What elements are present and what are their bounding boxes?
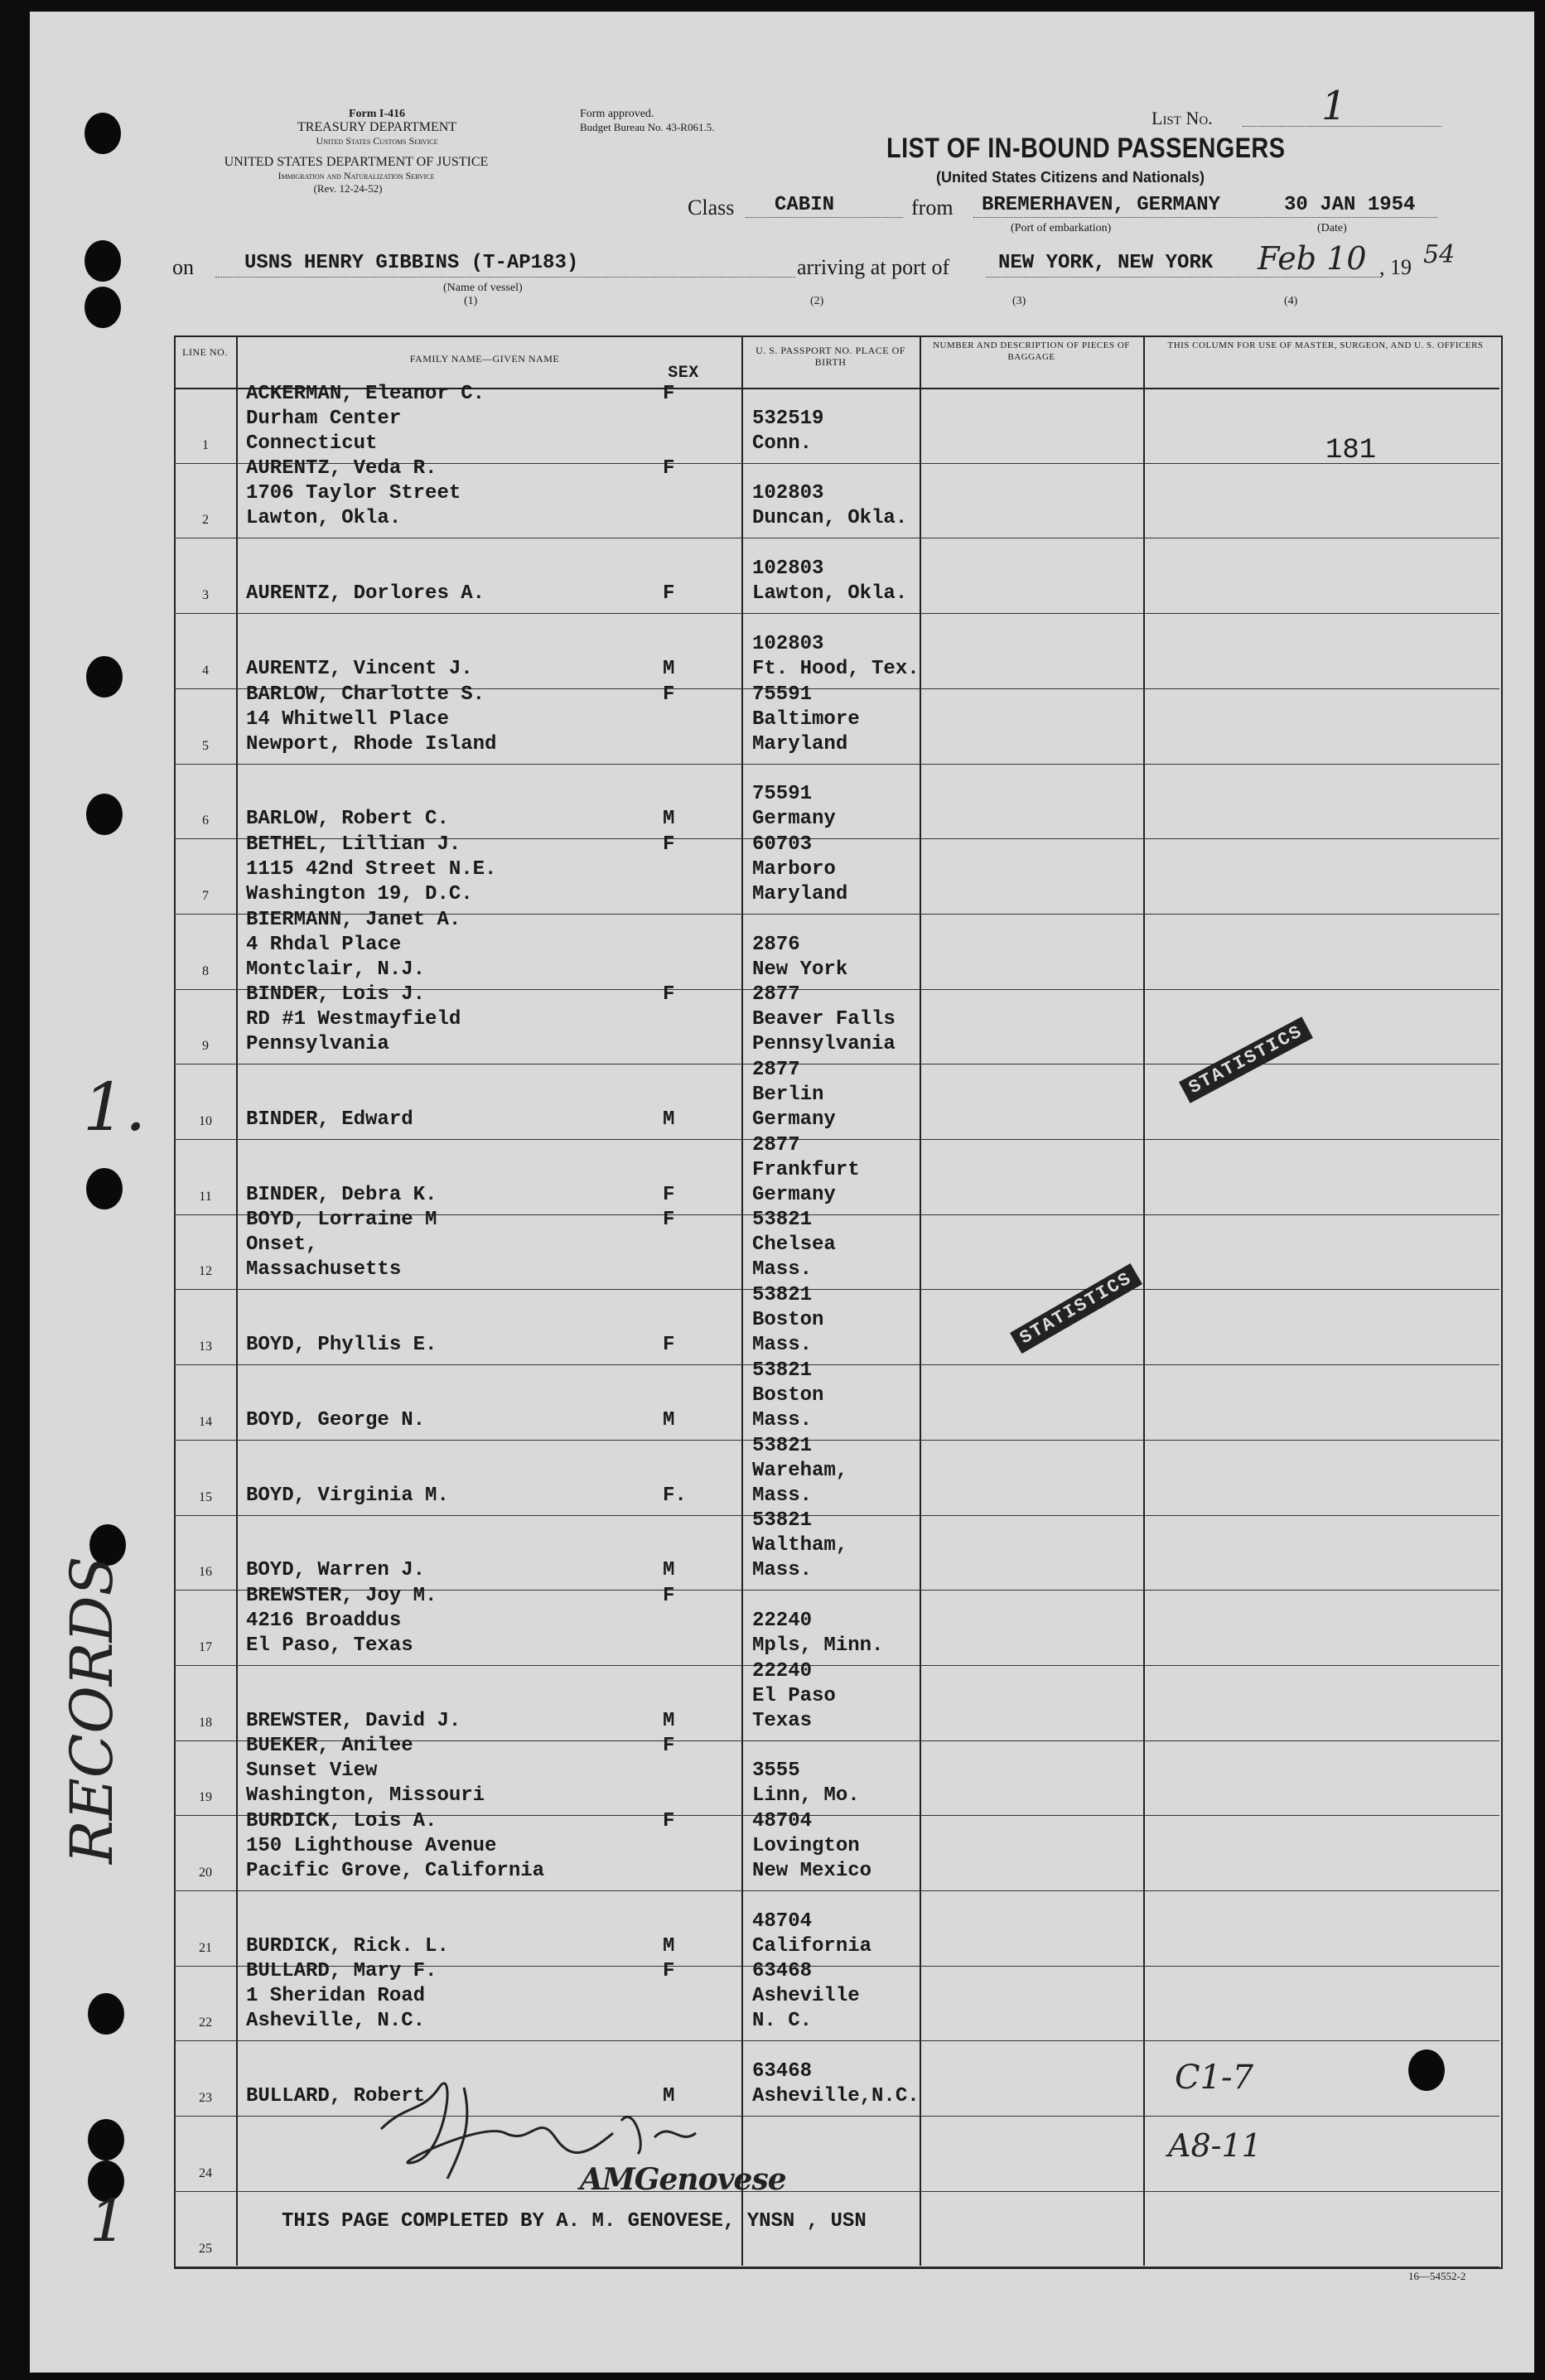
- col-divider: [741, 336, 743, 2266]
- line-number: 1: [202, 437, 209, 452]
- passport-number: 53821: [752, 1284, 813, 1307]
- line-number: 4: [202, 663, 209, 678]
- line-number: 25: [199, 2241, 212, 2256]
- arrival-date-handwritten: Feb 10: [1258, 240, 1367, 277]
- passenger-name: BINDER, Debra K.: [246, 1183, 437, 1206]
- passenger-name: BARLOW, Robert C.: [246, 808, 449, 831]
- passenger-sex: F: [663, 382, 675, 405]
- place-of-birth: Chelsea: [752, 1233, 836, 1257]
- passenger-address: Washington 19, D.C.: [246, 882, 473, 905]
- passenger-address: Newport, Rhode Island: [246, 732, 497, 756]
- passenger-name: BOYD, Phyllis E.: [246, 1334, 437, 1357]
- line-number: 20: [199, 1866, 212, 1880]
- ins-service: Immigration and Naturalization Service: [278, 170, 435, 181]
- passenger-name: BIERMANN, Janet A.: [246, 908, 461, 931]
- passport-number: 53821: [752, 1359, 813, 1382]
- from-date: 30 JAN 1954: [1284, 194, 1416, 216]
- passenger-name: BURDICK, Lois A.: [246, 1810, 437, 1832]
- passenger-address: RD #1 Westmayfield: [246, 1008, 461, 1031]
- passport-number: 48704: [752, 1909, 813, 1933]
- place-of-birth: Mass.: [752, 1334, 813, 1357]
- col-divider: [236, 336, 238, 2266]
- passenger-address: 14 Whitwell Place: [246, 707, 449, 731]
- passport-number: 2877: [752, 983, 800, 1007]
- passenger-address: Pennsylvania: [246, 1033, 389, 1056]
- arriving-label: arriving at port of: [797, 255, 950, 279]
- col-header-baggage: NUMBER AND DESCRIPTION OF PIECES OF BAGGAGE: [933, 340, 1130, 362]
- page-subtitle: (United States Citizens and Nationals): [936, 169, 1205, 186]
- place-of-birth: Duncan, Okla.: [752, 507, 908, 530]
- place-of-birth: Waltham,: [752, 1534, 848, 1557]
- place-of-birth: Frankfurt: [752, 1158, 860, 1181]
- line-number: 7: [202, 888, 209, 903]
- binder-hole: [88, 1993, 124, 2035]
- passenger-sex: M: [663, 1709, 675, 1732]
- on-label: on: [172, 255, 194, 279]
- place-of-birth: Maryland: [752, 732, 848, 756]
- vessel-caption: (Name of vessel): [443, 282, 523, 294]
- passenger-name: BREWSTER, David J.: [246, 1709, 461, 1732]
- passenger-address: 4 Rhdal Place: [246, 933, 402, 956]
- from-label: from: [911, 196, 954, 220]
- arrival-line: [986, 277, 1379, 278]
- place-of-birth: Germany: [752, 808, 836, 831]
- line-number: 11: [199, 1189, 212, 1204]
- line-number: 16: [199, 1565, 212, 1580]
- place-of-birth: Boston: [752, 1383, 824, 1407]
- form-approved: Form approved.: [580, 108, 654, 120]
- passport-number: 53821: [752, 1434, 813, 1457]
- passenger-address: 1706 Taylor Street: [246, 482, 461, 505]
- passenger-sex: F: [663, 1735, 675, 1758]
- passport-number: 102803: [752, 482, 824, 505]
- passenger-name: BOYD, Warren J.: [246, 1559, 426, 1582]
- passenger-sex: F.: [663, 1484, 687, 1507]
- place-of-birth: Pennsylvania: [752, 1033, 896, 1056]
- passenger-address: Washington, Missouri: [246, 1784, 485, 1808]
- arrival-port: NEW YORK, NEW YORK: [998, 252, 1214, 274]
- passenger-name: BULLARD, Mary F.: [246, 1960, 437, 1983]
- margin-handwritten-one: 1.: [83, 1069, 147, 1146]
- place-of-birth: Lawton, Okla.: [752, 582, 908, 606]
- vessel-name: USNS HENRY GIBBINS (T-AP183): [244, 252, 579, 274]
- passenger-sex: M: [663, 808, 675, 831]
- passenger-sex: F: [663, 1584, 675, 1607]
- place-of-birth: N. C.: [752, 2010, 813, 2033]
- place-of-birth: New Mexico: [752, 1860, 872, 1882]
- passenger-name: BURDICK, Rick. L.: [246, 1934, 449, 1958]
- place-of-birth: Asheville,N.C.: [752, 2085, 920, 2108]
- passenger-sex: F: [663, 1183, 675, 1206]
- passenger-sex: F: [663, 1334, 675, 1357]
- caption-4: (4): [1284, 295, 1298, 307]
- binder-hole: [84, 113, 121, 154]
- from-port: BREMERHAVEN, GERMANY: [982, 194, 1221, 216]
- passport-number: 53821: [752, 1209, 813, 1232]
- row-divider: [174, 1665, 1499, 1666]
- passport-number: 48704: [752, 1810, 813, 1832]
- caption-3: (3): [1012, 295, 1026, 307]
- passenger-address: Onset,: [246, 1233, 318, 1257]
- passport-number: 53821: [752, 1509, 813, 1533]
- passenger-name: BREWSTER, Joy M.: [246, 1584, 437, 1607]
- class-value: CABIN: [775, 194, 835, 216]
- place-of-birth: Conn.: [752, 432, 813, 455]
- passenger-name: BARLOW, Charlotte S.: [246, 683, 485, 706]
- place-of-birth: Linn, Mo.: [752, 1784, 860, 1808]
- line-number: 9: [202, 1039, 209, 1054]
- class-line: [746, 217, 903, 218]
- handwritten-code-2: A8-11: [1168, 2127, 1262, 2164]
- place-of-birth: Berlin: [752, 1084, 824, 1106]
- passenger-sex: M: [663, 1408, 675, 1431]
- passport-number: 532519: [752, 407, 824, 430]
- passenger-count: 181: [1325, 435, 1377, 466]
- customs-service: United States Customs Service: [316, 135, 438, 147]
- line-number: 17: [199, 1639, 212, 1654]
- passenger-name: AURENTZ, Veda R.: [246, 457, 437, 480]
- passenger-sex: F: [663, 683, 675, 706]
- binder-hole: [86, 1168, 123, 1209]
- line-number: 2: [202, 513, 209, 528]
- place-of-birth: Baltimore: [752, 707, 860, 731]
- line-number: 15: [199, 1489, 212, 1504]
- page-title: LIST OF IN-BOUND PASSENGERS: [886, 133, 1286, 164]
- place-of-birth: Asheville: [752, 1985, 860, 2008]
- passenger-name: BINDER, Lois J.: [246, 983, 426, 1007]
- statistics-stamp: STATISTICS: [1179, 1016, 1313, 1103]
- line-number: 13: [199, 1340, 212, 1354]
- place-of-birth: California: [752, 1934, 872, 1958]
- line-number: 24: [199, 2165, 212, 2180]
- passenger-sex: M: [663, 1559, 675, 1582]
- place-of-birth: Maryland: [752, 882, 848, 905]
- passport-number: 3555: [752, 1760, 800, 1783]
- binder-hole: [86, 656, 123, 698]
- passport-number: 60703: [752, 833, 813, 856]
- passenger-name: ACKERMAN, Eleanor C.: [246, 382, 485, 405]
- line-number: 10: [199, 1114, 212, 1128]
- col-header-line-no: LINE NO.: [182, 346, 228, 358]
- passenger-name: BINDER, Edward: [246, 1108, 413, 1131]
- row-divider: [174, 613, 1499, 614]
- passenger-address: Pacific Grove, California: [246, 1860, 545, 1882]
- place-of-birth: Wareham,: [752, 1459, 848, 1482]
- binder-hole: [86, 794, 123, 835]
- caption-2: (2): [810, 295, 824, 307]
- date-caption: (Date): [1317, 222, 1347, 234]
- row-divider: [174, 2191, 1499, 2192]
- line-number: 23: [199, 2091, 212, 2106]
- line-number: 8: [202, 963, 209, 978]
- passenger-sex: M: [663, 2085, 675, 2108]
- place-of-birth: Mass.: [752, 1258, 813, 1282]
- margin-handwritten-one-bottom: 1: [89, 2187, 127, 2255]
- passport-number: 2877: [752, 1133, 800, 1156]
- place-of-birth: New York: [752, 958, 848, 981]
- passenger-name: BUEKER, Anilee: [246, 1735, 413, 1758]
- col-header-name: FAMILY NAME—GIVEN NAME: [409, 353, 560, 364]
- arrival-year-handwritten: 54: [1423, 240, 1456, 269]
- place-of-birth: Mass.: [752, 1559, 813, 1582]
- port-embark-caption: (Port of embarkation): [1011, 222, 1112, 234]
- passport-number: 63468: [752, 2060, 813, 2083]
- passenger-address: Connecticut: [246, 432, 378, 455]
- passenger-address: Sunset View: [246, 1760, 378, 1783]
- passenger-sex: F: [663, 1209, 675, 1232]
- class-label: Class: [688, 196, 735, 220]
- binder-hole: [84, 240, 121, 282]
- row-divider: [174, 1289, 1499, 1290]
- genovese-signature: AMGenovese: [580, 2162, 786, 2197]
- passport-number: 75591: [752, 783, 813, 806]
- passenger-sex: M: [663, 1108, 675, 1131]
- passenger-name: BOYD, George N.: [246, 1408, 426, 1431]
- justice-dept: UNITED STATES DEPARTMENT OF JUSTICE: [224, 155, 489, 169]
- handwritten-code-1: C1-7: [1175, 2059, 1254, 2097]
- col-divider: [1143, 336, 1145, 2266]
- passport-number: 2876: [752, 933, 800, 956]
- passenger-address: Durham Center: [246, 407, 402, 430]
- row-divider: [174, 1364, 1499, 1365]
- place-of-birth: Mpls, Minn.: [752, 1634, 884, 1657]
- line-number: 21: [199, 1940, 212, 1955]
- completed-by: THIS PAGE COMPLETED BY A. M. GENOVESE, YNSN , USN: [282, 2210, 867, 2233]
- place-of-birth: Marboro: [752, 857, 836, 881]
- passenger-address: 1115 42nd Street N.E.: [246, 857, 497, 881]
- place-of-birth: El Paso: [752, 1684, 836, 1707]
- passenger-name: BETHEL, Lillian J.: [246, 833, 461, 856]
- place-of-birth: Germany: [752, 1108, 836, 1131]
- list-no-value: 1: [1321, 83, 1347, 129]
- place-of-birth: Lovington: [752, 1835, 860, 1857]
- binder-hole: [84, 287, 121, 328]
- passenger-address: Montclair, N.J.: [246, 958, 426, 981]
- passenger-name: BOYD, Lorraine M: [246, 1209, 437, 1232]
- row-divider: [174, 1139, 1499, 1140]
- statistics-stamp: STATISTICS: [1010, 1263, 1142, 1354]
- passenger-sex: M: [663, 657, 675, 680]
- line-number: 14: [199, 1414, 212, 1429]
- passenger-address: 1 Sheridan Road: [246, 1985, 426, 2008]
- place-of-birth: Ft. Hood, Tex.: [752, 657, 920, 680]
- passenger-sex: F: [663, 1960, 675, 1983]
- passenger-address: 4216 Broaddus: [246, 1609, 402, 1632]
- passenger-address: Massachusetts: [246, 1258, 402, 1282]
- col-header-sex: SEX: [668, 364, 699, 383]
- line-number: 12: [199, 1264, 212, 1279]
- passport-number: 22240: [752, 1609, 813, 1632]
- passenger-address: 150 Lighthouse Avenue: [246, 1835, 497, 1857]
- passenger-name: AURENTZ, Dorlores A.: [246, 582, 485, 606]
- arrival-year-prefix: , 19: [1379, 255, 1412, 279]
- row-divider: [174, 1890, 1499, 1891]
- passport-number: 102803: [752, 632, 824, 655]
- passport-number: 63468: [752, 1960, 813, 1983]
- passenger-name: BULLARD, Robert: [246, 2085, 426, 2108]
- form-number: Form I-416: [348, 108, 406, 120]
- treasury-dept: TREASURY DEPARTMENT: [297, 120, 457, 134]
- passenger-sex: F: [663, 457, 675, 480]
- place-of-birth: Boston: [752, 1309, 824, 1332]
- passport-number: 2877: [752, 1059, 800, 1081]
- line-number: 3: [202, 588, 209, 603]
- row-divider: [174, 2040, 1499, 2041]
- passenger-name: BOYD, Virginia M.: [246, 1484, 449, 1507]
- line-number: 22: [199, 2016, 212, 2030]
- place-of-birth: Mass.: [752, 1484, 813, 1507]
- binder-hole: [88, 2119, 124, 2160]
- line-number: 18: [199, 1715, 212, 1730]
- list-no-label: List No.: [1152, 108, 1213, 128]
- place-of-birth: Beaver Falls: [752, 1008, 896, 1031]
- row-divider: [174, 1440, 1499, 1441]
- caption-1: (1): [464, 295, 478, 307]
- line-number: 19: [199, 1790, 212, 1805]
- vessel-line: [215, 277, 795, 278]
- col-divider: [920, 336, 921, 2266]
- place-of-birth: Mass.: [752, 1408, 813, 1431]
- col-header-passport: U. S. PASSPORT NO. PLACE OF BIRTH: [756, 345, 905, 368]
- passenger-address: Lawton, Okla.: [246, 507, 402, 530]
- footer-code: 16—54552-2: [1408, 2270, 1466, 2282]
- passenger-sex: F: [663, 833, 675, 856]
- passport-number: 75591: [752, 683, 813, 706]
- row-divider: [174, 1515, 1499, 1516]
- passenger-address: El Paso, Texas: [246, 1634, 413, 1657]
- line-number: 5: [202, 738, 209, 753]
- budget-bureau: Budget Bureau No. 43-R061.5.: [580, 121, 715, 133]
- line-number: 6: [202, 813, 209, 828]
- passenger-name: AURENTZ, Vincent J.: [246, 657, 473, 680]
- passenger-sex: F: [663, 983, 675, 1007]
- margin-handwritten-records: RECORDS: [58, 1556, 126, 1864]
- from-line: [973, 217, 1437, 218]
- col-header-officers: THIS COLUMN FOR USE OF MASTER, SURGEON, AND U. S. OFFICERS: [1167, 340, 1484, 350]
- passenger-sex: F: [663, 1810, 675, 1832]
- row-divider: [174, 764, 1499, 765]
- passport-number: 102803: [752, 558, 824, 581]
- revision: (Rev. 12-24-52): [313, 182, 383, 195]
- place-of-birth: Germany: [752, 1183, 836, 1206]
- passenger-sex: F: [663, 582, 675, 606]
- place-of-birth: Texas: [752, 1709, 813, 1732]
- passport-number: 22240: [752, 1659, 813, 1682]
- passenger-sex: M: [663, 1934, 675, 1958]
- passenger-address: Asheville, N.C.: [246, 2010, 426, 2033]
